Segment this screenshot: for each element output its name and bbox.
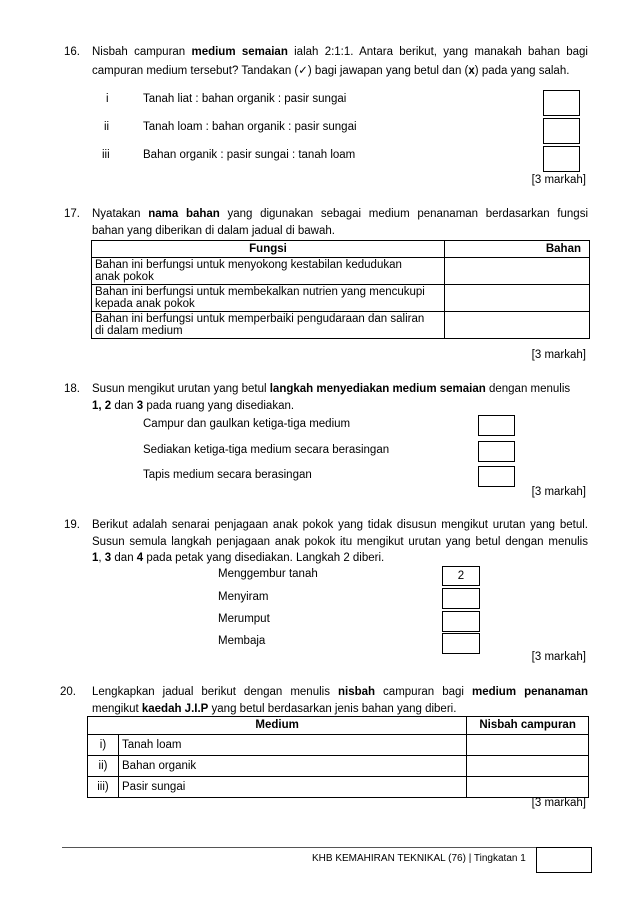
header-nisbah: Nisbah campuran bbox=[467, 717, 589, 735]
text: dengan menulis bbox=[485, 383, 571, 395]
medium-cell: Tanah loam bbox=[119, 735, 467, 756]
step-text: Campur dan gaulkan ketiga-tiga medium bbox=[143, 418, 351, 430]
text: Nyatakan bbox=[92, 208, 149, 220]
table-row bbox=[92, 258, 590, 285]
function-cell bbox=[92, 285, 445, 312]
header-bahan: Bahan bbox=[445, 241, 590, 258]
text: ialah 2:1:1. Antara berikut, yang manakah bahan bagi bbox=[287, 46, 588, 58]
answer-cell[interactable] bbox=[445, 312, 590, 339]
header-medium: Medium bbox=[88, 717, 467, 735]
item-roman: ii bbox=[104, 121, 110, 133]
marks-label: [3 markah] bbox=[531, 349, 586, 361]
row-roman: i) bbox=[88, 735, 119, 756]
text: dan bbox=[111, 552, 137, 564]
answer-box-iii[interactable] bbox=[543, 146, 580, 172]
function-cell bbox=[92, 258, 445, 285]
bold-number: 1, 2 bbox=[92, 400, 112, 412]
text: mengikut bbox=[92, 703, 142, 715]
step-text: Tapis medium secara berasingan bbox=[143, 469, 312, 481]
question-text-line-1 bbox=[92, 208, 588, 220]
answer-box-ii[interactable] bbox=[543, 118, 580, 144]
step-text: Membaja bbox=[218, 635, 266, 647]
option-text: Bahan organik : pasir sungai : tanah loam bbox=[143, 149, 356, 161]
item-roman: i bbox=[106, 93, 109, 105]
function-cell bbox=[92, 312, 445, 339]
step-text: Merumput bbox=[218, 613, 270, 625]
question-text-line-3 bbox=[92, 552, 588, 564]
step-text: Menyiram bbox=[218, 591, 269, 603]
footer-rule bbox=[62, 847, 538, 848]
table-row bbox=[88, 777, 589, 798]
order-box-1[interactable] bbox=[478, 415, 515, 436]
marks-label: [3 markah] bbox=[531, 651, 586, 663]
order-box-membaja[interactable] bbox=[442, 633, 480, 654]
bold-term: nisbah bbox=[337, 686, 376, 698]
answer-box-i[interactable] bbox=[543, 90, 580, 116]
question-text-line-2 bbox=[92, 703, 588, 715]
marks-label: [3 markah] bbox=[531, 486, 586, 498]
header-fungsi: Fungsi bbox=[92, 241, 445, 258]
bold-number: 3 bbox=[104, 552, 112, 564]
question-text-line-2 bbox=[92, 63, 588, 77]
question-text-line-1: Berikut adalah senarai penjagaan anak pokok yang tidak disusun mengikut urutan yang betul. bbox=[92, 519, 588, 531]
function-table bbox=[91, 240, 590, 339]
medium-cell: Pasir sungai bbox=[119, 777, 467, 798]
cell-text: Bahan ini berfungsi untuk membekalkan nutrien yang mencukupi bbox=[95, 286, 425, 298]
step-text: Sediakan ketiga-tiga medium secara berasingan bbox=[143, 444, 390, 456]
question-text-line-2: Susun semula langkah penjagaan anak pokok itu mengikut urutan yang betul dengan menulis bbox=[92, 536, 588, 548]
bold-number: 3 bbox=[136, 400, 144, 412]
cell-text: Bahan ini berfungsi untuk menyokong kestabilan kedudukan bbox=[95, 259, 402, 271]
option-text: Tanah liat : bahan organik : pasir sungai bbox=[143, 93, 347, 105]
text: Nisbah campuran bbox=[92, 46, 192, 58]
order-box-2[interactable] bbox=[478, 441, 515, 462]
bold-number: 1 bbox=[92, 552, 99, 564]
table-row bbox=[88, 756, 589, 777]
table-row bbox=[92, 312, 590, 339]
question-text-line-2 bbox=[92, 400, 588, 412]
bold-term: kaedah J.I.P bbox=[141, 703, 209, 715]
marks-label: [3 markah] bbox=[531, 174, 586, 186]
bold-term: nama bahan bbox=[148, 208, 220, 220]
text: ) pada yang salah. bbox=[474, 65, 570, 77]
ratio-table bbox=[87, 716, 589, 798]
text: Lengkapkan jadual berikut dengan menulis bbox=[92, 686, 338, 698]
answer-cell[interactable] bbox=[467, 777, 589, 798]
cross-mark: x bbox=[468, 65, 475, 77]
text: pada petak yang disediakan. Langkah 2 diberi. bbox=[143, 552, 385, 564]
bold-term: langkah menyediakan medium semaian bbox=[269, 383, 486, 395]
cell-text: anak pokok bbox=[95, 271, 154, 283]
text: campuran medium tersebut? Tandakan ( bbox=[92, 65, 299, 77]
text: , bbox=[98, 552, 105, 564]
text: Susun mengikut urutan yang betul bbox=[92, 383, 270, 395]
cell-text: Bahan ini berfungsi untuk memperbaiki pengudaraan dan saliran bbox=[95, 313, 425, 325]
order-box-merumput[interactable] bbox=[442, 611, 480, 632]
table-row bbox=[88, 735, 589, 756]
item-roman: iii bbox=[102, 149, 110, 161]
row-roman: iii) bbox=[88, 777, 119, 798]
answer-cell[interactable] bbox=[445, 258, 590, 285]
medium-cell: Bahan organik bbox=[119, 756, 467, 777]
bold-term: medium semaian bbox=[191, 46, 288, 58]
order-box-3[interactable] bbox=[478, 466, 515, 487]
question-number: 18. bbox=[64, 383, 80, 395]
score-box[interactable] bbox=[536, 847, 592, 873]
option-text: Tanah loam : bahan organik : pasir sungai bbox=[143, 121, 357, 133]
cell-text: di dalam medium bbox=[95, 325, 183, 337]
text: yang betul berdasarkan jenis bahan yang diberi. bbox=[208, 703, 457, 715]
cell-text: kepada anak pokok bbox=[95, 298, 195, 310]
question-number: 16. bbox=[64, 46, 80, 58]
question-text-line-1 bbox=[92, 686, 588, 698]
bold-number: 4 bbox=[136, 552, 144, 564]
text: ) bagi jawapan yang betul dan ( bbox=[307, 65, 469, 77]
answer-cell[interactable] bbox=[467, 756, 589, 777]
text: yang digunakan sebagai medium penanaman berdasarkan fungsi bbox=[219, 208, 588, 220]
bold-term: medium penanaman bbox=[471, 686, 588, 698]
order-box-given: 2 bbox=[442, 566, 480, 586]
tick-icon: ✓ bbox=[298, 65, 308, 77]
question-number: 19. bbox=[64, 519, 80, 531]
text: campuran bagi bbox=[375, 686, 472, 698]
answer-cell[interactable] bbox=[445, 285, 590, 312]
footer-text: KHB KEMAHIRAN TEKNIKAL (76) | Tingkatan 1 bbox=[312, 853, 526, 864]
question-text-line-2: bahan yang diberikan di dalam jadual di bawah. bbox=[92, 225, 335, 237]
question-number: 20. bbox=[60, 686, 76, 698]
marks-label: [3 markah] bbox=[531, 797, 586, 809]
row-roman: ii) bbox=[88, 756, 119, 777]
text: pada ruang yang disediakan. bbox=[143, 400, 295, 412]
step-text: Menggembur tanah bbox=[218, 568, 318, 580]
answer-cell[interactable] bbox=[467, 735, 589, 756]
question-text-line-1 bbox=[92, 46, 588, 58]
table-row bbox=[92, 285, 590, 312]
text: dan bbox=[111, 400, 137, 412]
question-text-line-1 bbox=[92, 383, 588, 395]
order-box-menyiram[interactable] bbox=[442, 588, 480, 609]
question-number: 17. bbox=[64, 208, 80, 220]
